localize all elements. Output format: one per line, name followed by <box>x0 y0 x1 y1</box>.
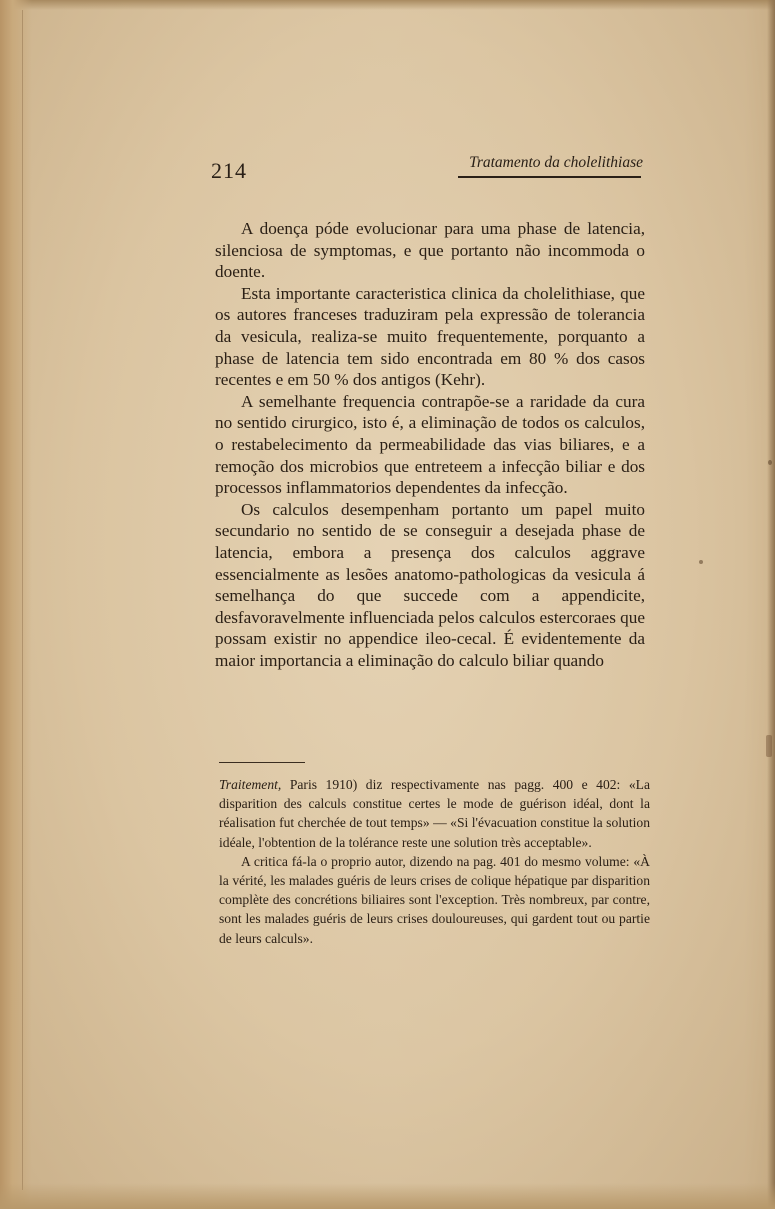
paragraph: Os calculos desempenham portanto um papel muito secundario no sentido de se conseguir a desejada phase de latencia, embora a presença dos calculos aggrave essencialmente as lesões anatomo-pathologicas da vesicula á semelhança do que succede com a appendicite, desfavoravelmente influenciada pelos calculos estercoraes que possam existir no appendice ileo-cecal. É evidentemente da maior importancia a eliminação do calculo biliar quando <box>215 499 645 670</box>
footnotes <box>219 775 650 948</box>
footnote-lead: Traitement, <box>219 777 282 792</box>
running-title: Tratamento da cholelithiase <box>469 154 643 171</box>
page-top-edge <box>0 0 775 10</box>
page-number: 214 <box>211 158 247 183</box>
header-rule <box>458 176 641 178</box>
footnote-text: Paris 1910) diz respectivamente nas pagg. 400 e 402: «La disparition des calculs constitue certes le mode de guérison idéal, dont la réalisation fut cherchée de tout temps» — «Si l'évacuation constitue la solution idéale, l'obtention de la tolérance reste une solution très acceptable». <box>219 777 650 850</box>
page-left-edge <box>0 0 32 1209</box>
main-text <box>215 218 645 671</box>
paragraph: A semelhante frequencia contrapõe-se a raridade da cura no sentido cirurgico, isto é, a eliminação de todos os calculos, o restabelecimento da permeabilidade das vias biliares, e a remoção dos microbios que entreteem a infecção biliar e dos processos inflammatorios dependentes da infecção. <box>215 391 645 498</box>
ink-spot <box>768 460 772 465</box>
footnote-rule <box>219 762 305 763</box>
ink-spot <box>766 735 772 757</box>
page-fold-line <box>22 10 23 1190</box>
footnote <box>219 775 650 852</box>
page-bottom-edge <box>0 1183 775 1209</box>
page-right-edge <box>767 0 775 1209</box>
paragraph: Esta importante caracteristica clinica da cholelithiase, que os autores franceses traduziram pela expressão de tolerancia da vesicula, realiza-se muito frequentemente, porquanto a phase de latencia tem sido encontrada em 80 % dos casos recentes e em 50 % dos antigos (Kehr). <box>215 283 645 390</box>
paragraph: A doença póde evolucionar para uma phase de latencia, silenciosa de symptomas, e que portanto não incommoda o doente. <box>215 219 645 282</box>
ink-spot <box>699 560 703 564</box>
footnote: A critica fá-la o proprio autor, dizendo na pag. 401 do mesmo volume: «À la vérité, les malades guéris de leurs crises de colique hépatique par disparition complète des concrétions biliaires sont l'exception. Très nombreux, par contre, sont les malades guéris de leurs crises douloureuses, qui gardent tout ou partie de leurs calculs». <box>219 853 650 946</box>
